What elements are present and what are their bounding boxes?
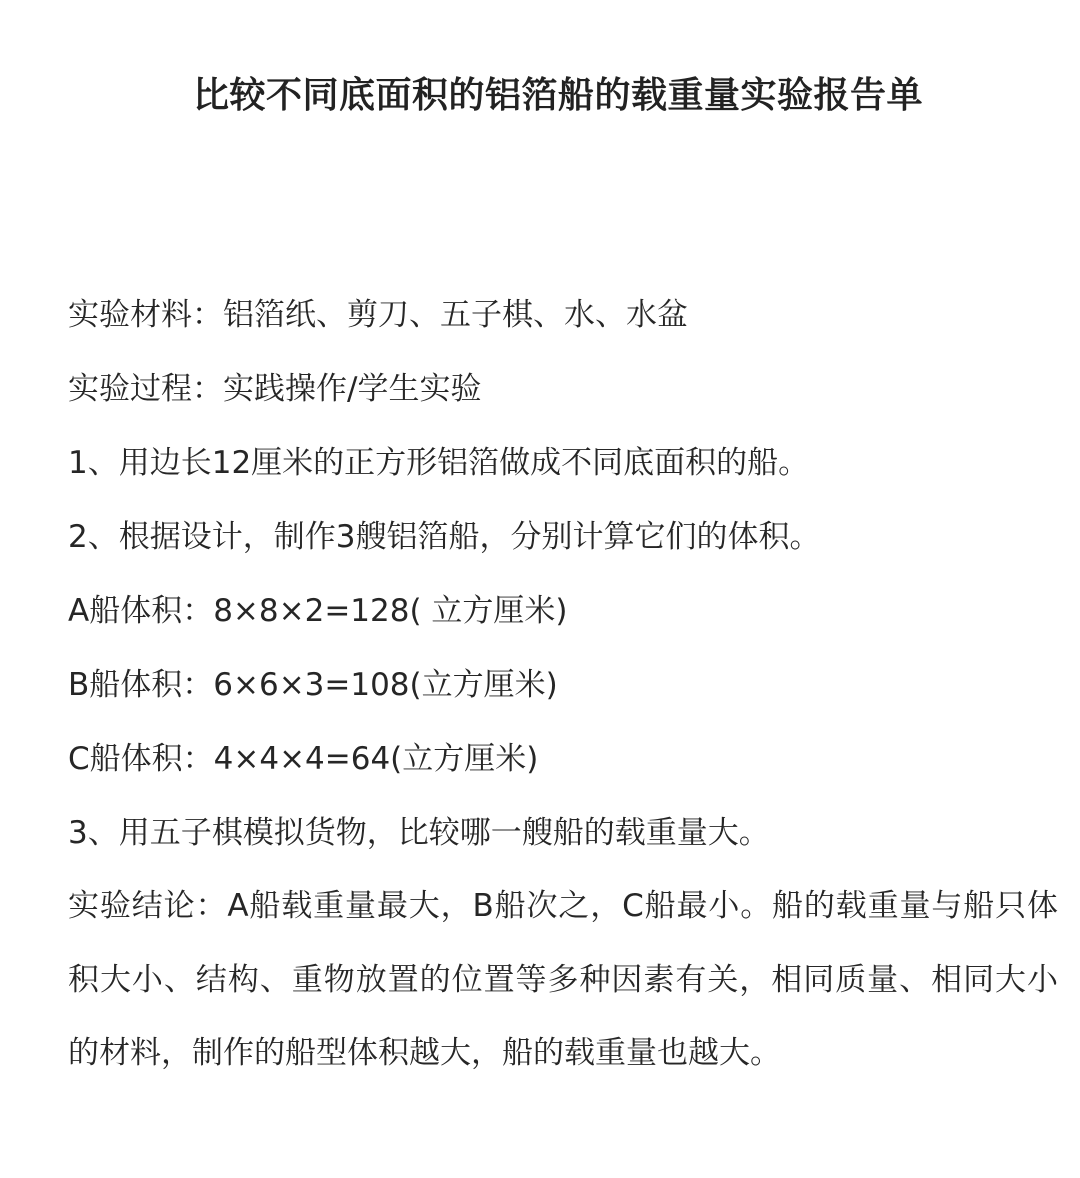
report-title: 比较不同底面积的铝箔船的载重量实验报告单: [192, 75, 923, 116]
step-2-line: 2、根据设计，制作3艘铝箔船，分别计算它们的体积。: [68, 519, 821, 555]
report-body: [68, 295, 1058, 1091]
boat-a-volume-line: A船体积：8×8×2=128( 立方厘米): [68, 593, 568, 629]
materials-line: 实验材料：铝箔纸、剪刀、五子棋、水、水盆: [68, 297, 688, 333]
process-line: 实验过程：实践操作/学生实验: [68, 371, 482, 407]
conclusion-paragraph: 实验结论：A船载重量最大，B船次之，C船最小。船的载重量与船只体积大小、结构、重物放置的位置等多种因素有关，相同质量、相同大小的材料，制作的船型体积越大，船的载重量也越大。: [68, 888, 1058, 1071]
boat-c-volume-line: C船体积：4×4×4=64(立方厘米): [68, 741, 539, 777]
step-3-line: 3、用五子棋模拟货物，比较哪一艘船的载重量大。: [68, 815, 770, 851]
boat-b-volume-line: B船体积：6×6×3=108(立方厘米): [68, 667, 558, 703]
step-1-line: 1、用边长12厘米的正方形铝箔做成不同底面积的船。: [68, 445, 810, 481]
